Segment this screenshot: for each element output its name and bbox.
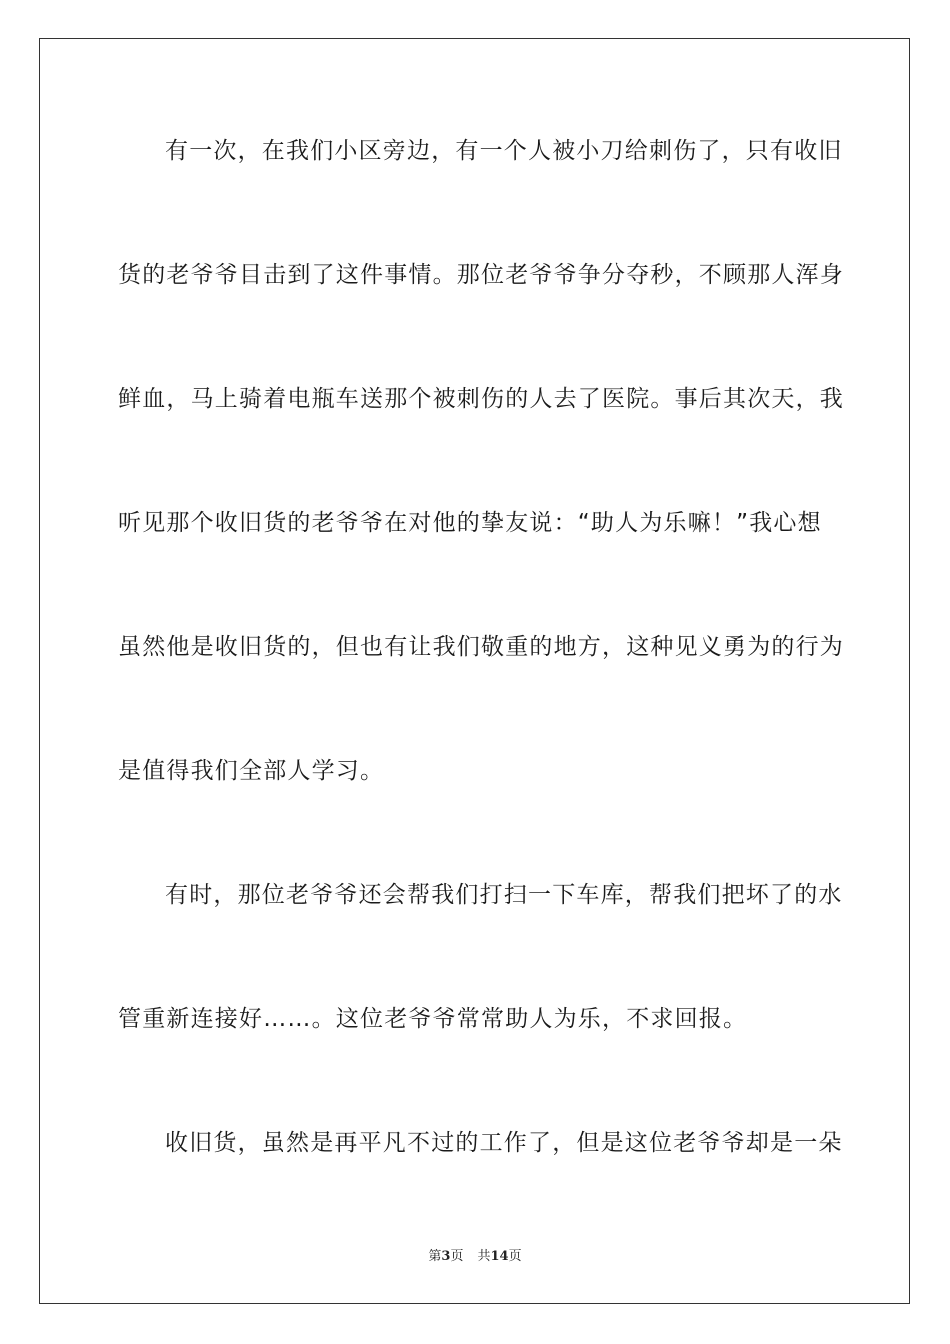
paragraph-line: 是值得我们全部人学习。 xyxy=(118,758,385,784)
paragraph-line: 虽然他是收旧货的，但也有让我们敬重的地方，这种见义勇为的行为 xyxy=(118,634,844,660)
page-border xyxy=(39,38,910,1304)
paragraph-line: 鲜血，马上骑着电瓶车送那个被刺伤的人去了医院。事后其次天，我 xyxy=(118,386,844,412)
paragraph-line: 货的老爷爷目击到了这件事情。那位老爷爷争分夺秒，不顾那人浑身 xyxy=(118,262,844,288)
paragraph-line: 有时，那位老爷爷还会帮我们打扫一下车库，帮我们把坏了的水 xyxy=(165,882,843,908)
page-total: 共14页 xyxy=(477,1249,522,1264)
paragraph-line: 管重新连接好……。这位老爷爷常常助人为乐，不求回报。 xyxy=(118,1006,748,1032)
page-number: 第3页 xyxy=(428,1249,464,1264)
paragraph-line: 听见那个收旧货的老爷爷在对他的挚友说：“助人为乐嘛！”我心想 xyxy=(118,510,822,536)
paragraph-line: 收旧货，虽然是再平凡不过的工作了，但是这位老爷爷却是一朵 xyxy=(165,1130,843,1156)
paragraph-line: 有一次，在我们小区旁边，有一个人被小刀给刺伤了，只有收旧 xyxy=(165,138,843,164)
page-footer xyxy=(0,1245,950,1264)
